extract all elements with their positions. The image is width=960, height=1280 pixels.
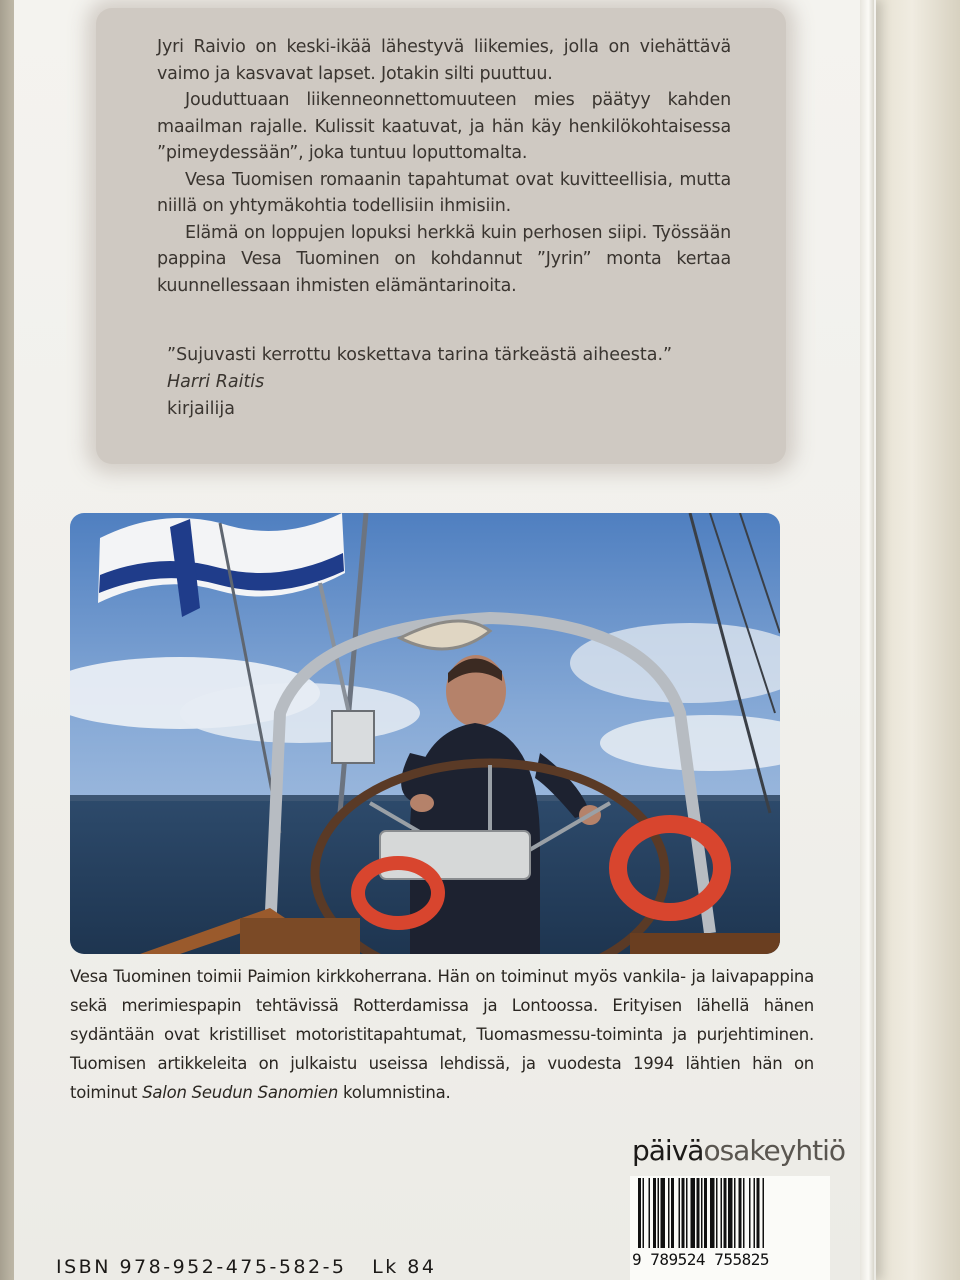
- barcode-bar: [649, 1178, 651, 1248]
- logo-bold: päivä: [632, 1134, 704, 1167]
- barcode-bar: [701, 1178, 703, 1248]
- quote-author-role: kirjailija: [167, 399, 235, 419]
- blurb-paragraph-3: Vesa Tuomisen romaanin tapahtumat ovat kuvitteellisia, mutta niillä on yhtymäkohtia todellisiin ihmisiin.: [157, 169, 731, 216]
- bio-text: Vesa Tuominen toimii Paimion kirkkoherrana. Hän on toiminut myös vankila- ja laivapappina sekä merimiespapin tehtävissä Rotterdamissa ja Lontoossa. Erityisen lähellä hänen sydäntään ovat kristilliset motoristitapahtumat, Tuomasmessu-toiminta ja purjehtiminen. Tuomisen artikkeleita on julkaistu useissa lehdissä, ja vuodesta 1994 lähtien hän on toiminut: [70, 967, 814, 1102]
- barcode-bar: [754, 1178, 756, 1248]
- isbn-line: ISBN 978-952-475-582-5 Lk 84: [56, 1256, 437, 1278]
- barcode-bar: [661, 1178, 666, 1248]
- barcode-bar: [716, 1178, 718, 1248]
- barcode-bar: [697, 1178, 700, 1248]
- blurb-paragraph-4: Elämä on loppujen lopuksi herkkä kuin perhosen siipi. Työssään pappina Vesa Tuominen on kohdannut ”Jyrin” monta kertaa kuunnellessaan ihmisten elämäntarinoita.: [157, 222, 731, 296]
- barcode-bar: [679, 1178, 681, 1248]
- author-photo: [70, 513, 780, 954]
- barcode-digits: 9 789524 755825: [632, 1250, 769, 1269]
- barcode-bar: [704, 1178, 707, 1248]
- review-quote: [167, 342, 727, 423]
- barcode-bar: [749, 1178, 751, 1248]
- barcode-bar: [686, 1178, 688, 1248]
- bio-text-end: kolumnistina.: [338, 1083, 451, 1102]
- cover-edge: [860, 0, 874, 1280]
- bio-newspaper: Salon Seudun Sanomien: [142, 1083, 339, 1102]
- publisher-logo: [632, 1134, 845, 1167]
- barcode-bar: [763, 1178, 765, 1248]
- logo-light: osakeyhtiö: [703, 1134, 845, 1167]
- barcode-bar: [691, 1178, 696, 1248]
- blurb-text: [157, 34, 731, 299]
- barcode-bar: [653, 1178, 656, 1248]
- barcode-bar: [724, 1178, 727, 1248]
- barcode-bar: [743, 1178, 745, 1248]
- barcode-bar: [710, 1178, 715, 1248]
- barcode-bar: [739, 1178, 742, 1248]
- blurb-paragraph-1: Jyri Raivio on keski-ikää lähestyvä liikemies, jolla on viehättävä vaimo ja kasvavat lapset. Jotakin silti puuttuu.: [157, 37, 731, 84]
- author-bio: [70, 962, 814, 1107]
- barcode-bar: [668, 1178, 670, 1248]
- quote-author: Harri Raitis: [167, 372, 265, 392]
- blurb-paragraph-2: Jouduttuaan liikenneonnettomuuteen mies päätyy kahden maailman rajalle. Kulissit kaatuvat, ja hän käy henkilökohtaisessa ”pimeydessään”, joka tuntuu loputtomalta.: [157, 90, 731, 163]
- barcode-bar: [728, 1178, 733, 1248]
- barcode-bar: [671, 1178, 674, 1248]
- barcode-bars: [630, 1176, 830, 1250]
- barcode-bar: [721, 1178, 723, 1248]
- barcode-bar: [757, 1178, 760, 1248]
- barcode-bar: [734, 1178, 736, 1248]
- barcode-bar: [658, 1178, 660, 1248]
- barcode-bar: [638, 1178, 641, 1248]
- barcode-bar: [643, 1178, 645, 1248]
- quote-text: ”Sujuvasti kerrottu koskettava tarina tärkeästä aiheesta.”: [167, 345, 673, 365]
- barcode-bar: [682, 1178, 685, 1248]
